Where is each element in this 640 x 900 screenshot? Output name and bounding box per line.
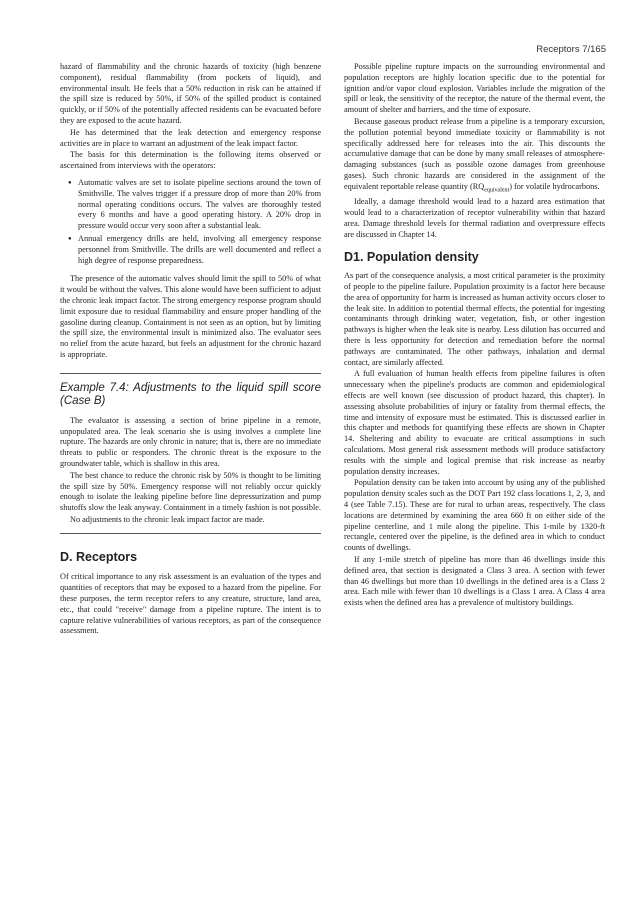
right-column [344,62,605,610]
example-paragraph-3: No adjustments to the chronic leak impact factor are made. [70,514,265,524]
left-paragraph-3: The presence of the automatic valves should limit the spill to 50% of what it would be without the valves. This alone would have been sufficient to adjust the chronic leak impact factor. The strong emergency response program should limit exposure due to residual flammability and ensure proper handling of the gasoline during cleanup. Containment is not seen as an option, but by limiting the spill size, the environmental insult is minimized also. The evaluator sees no relief from the acute hazard, but feels an adjustment for the chronic hazard is appropriate. [60,274,321,359]
right-paragraph-2-text-b: ) for volatile hydrocarbons. [509,181,600,191]
example-box [60,373,321,534]
running-head: Receptors 7/165 [536,44,606,55]
right-paragraph-2 [344,117,605,196]
left-intro-paragraph: hazard of flammability and the chronic hazards of toxicity (high benzene component), residual flammability (from pockets of liquid), and environmental insult. He feels that a 50% reduction in risk can be attained if the spill size is reduced by 50%, if 50% of the spilled product is contained quickly, or if 50% of the potentially affected residents can be evacuated before they are exposed to the acute hazard. [60,62,321,125]
left-paragraph-1: He has determined that the leak detection and emergency response activities are in place to warrant an adjustment of the leak impact factor. [60,127,321,148]
receptors-paragraph: Of critical importance to any risk assessment is an evaluation of the types and quantities of receptors that may be exposed to a hazard from the pipeline. For these purposes, the term receptor refers to any creature, structure, land area, etc., that could "receive" damage from a pipeline rupture. The intent is to capture relative vulnerabilities of various receptors, as part of the consequence assessment. [60,572,321,636]
right-paragraph-2-text-a: Because gaseous product release from a pipeline is a temporary excursion, the pollution potential beyond immediate toxicity or flammability is not specifically addressed here for releases into the air. This discounts the accumulative damage that can be done by many small releases of atmosphere-damaging substances (such as possible ozone damages from greenhouse gases). Such chronic hazards are considered in the assignment of the equivalent reportable release quantity (RQ [344,116,605,191]
population-paragraph-4: If any 1-mile stretch of pipeline has more than 46 dwellings inside this defined area, that section is designated a Class 3 area. A section with fewer than 46 dwellings but more than 10 dwellings in the defined area is a Class 2 area. Each mile with fewer than 10 dwellings is a Class 1 area. A Class 4 area exists when the defined area has a prevalence of multistory buildings. [344,554,605,608]
rq-subscript: equivalent [484,187,510,194]
section-heading-population-density: D1. Population density [344,250,479,265]
left-column [60,62,321,638]
population-paragraph-2: A full evaluation of human health effects from pipeline failures is often unnecessary when the pipeline's products are common and epidemiological effects are well known (see discussion of product hazard, this chapter). In assessing absolute probabilities of injury or fatality from thermal effects, the time and intensity of exposure must be estimated. This is discussed earlier in this chapter and methods for quantifying these effects are shown in Chapter 14. Sheltering and ability to evacuate are critical assumptions in such calculations. Most general risk assessment methods will produce satisfactory results with the simple and logical premise that risk increase as nearby population density increases. [344,369,605,476]
population-paragraph-1: As part of the consequence analysis, a most critical parameter is the proximity of people to the pipeline failure. Population proximity is a factor here because the area of opportunity for harm is increased as human activity occurs closer to the leak site. In addition to potential thermal effects, the potential for ingesting contaminants through drinking water, vegetation, fish, or other ingestion pathways is higher when the leak site is nearby. Less dilution has occurred and there is less opportunity for detection and remediation before the normal pathways are contaminated. The other pathways, inhalation and dermal contact, are similarly affected. [344,271,605,367]
population-paragraph-3: Population density can be taken into account by using any of the published population density scales such as the DOT Part 192 class locations 1, 2, 3, and 4 (see Table 7.15). These are for rural to urban areas, respectively. The class locations are determined by examining the area 660 ft on either side of the pipeline centerline, and 1 mile along the pipeline. This 1-mile by 1320-ft rectangle, centered over the pipeline, is the defined area in which to conduct counts of dwellings. [344,478,605,553]
observation-list [60,178,321,266]
right-paragraph-3: Ideally, a damage threshold would lead to a hazard area estimation that would lead to a characterization of receptor vulnerability within that hazard area. Damage threshold levels for thermal radiation and overpressure effects are discussed in Chapter 14. [344,197,605,239]
left-paragraph-2: The basis for this determination is the following items observed or ascertained from interviews with the operators: [60,150,321,171]
example-title: Example 7.4: Adjustments to the liquid spill score (Case B) [60,381,321,407]
example-paragraph-2: The best chance to reduce the chronic risk by 50% is thought to be limiting the spill size by 50%. Emergency response will not reliably occur quickly enough to isolate the leaking pipeline before line depressurization and pump shutoffs slow the leak anyway. Containment in a timely fashion is not possible. [60,470,321,513]
example-paragraph-1: The evaluator is assessing a section of brine pipeline in a remote, unpopulated area. The leak scenario she is using involves a complete line rupture. The hazards are only chronic in nature; that is, there are no immediate threats to public or responders. The chronic threat is the exposure to the groundwater table, which is shallow in this area. [60,415,321,468]
right-paragraph-1: Possible pipeline rupture impacts on the surrounding environmental and population receptors are highly location specific due to the potential for ignition and/or vapor cloud explosion. Variables include the migration of the spill or leak, the sensitivity of the receptor, the nature of the thermal event, the amount of shelter and barriers, and the time of exposure. [344,62,605,115]
list-item: ● Automatic valves are set to isolate pipeline sections around the town of Smithville. The valves trigger if a pressure drop of more than 20% from normal operating conditions occurs. The valves are thoroughly tested every 6 months and have a good operating history. A 20% drop in pressure would occur very soon after a substantial leak. [70,178,321,232]
section-heading-receptors: D. Receptors [60,549,138,564]
list-item: ● Annual emergency drills are held, involving all emergency response personnel from Smithville. The drills are well documented and reflect a high degree of response preparedness. [70,234,321,266]
